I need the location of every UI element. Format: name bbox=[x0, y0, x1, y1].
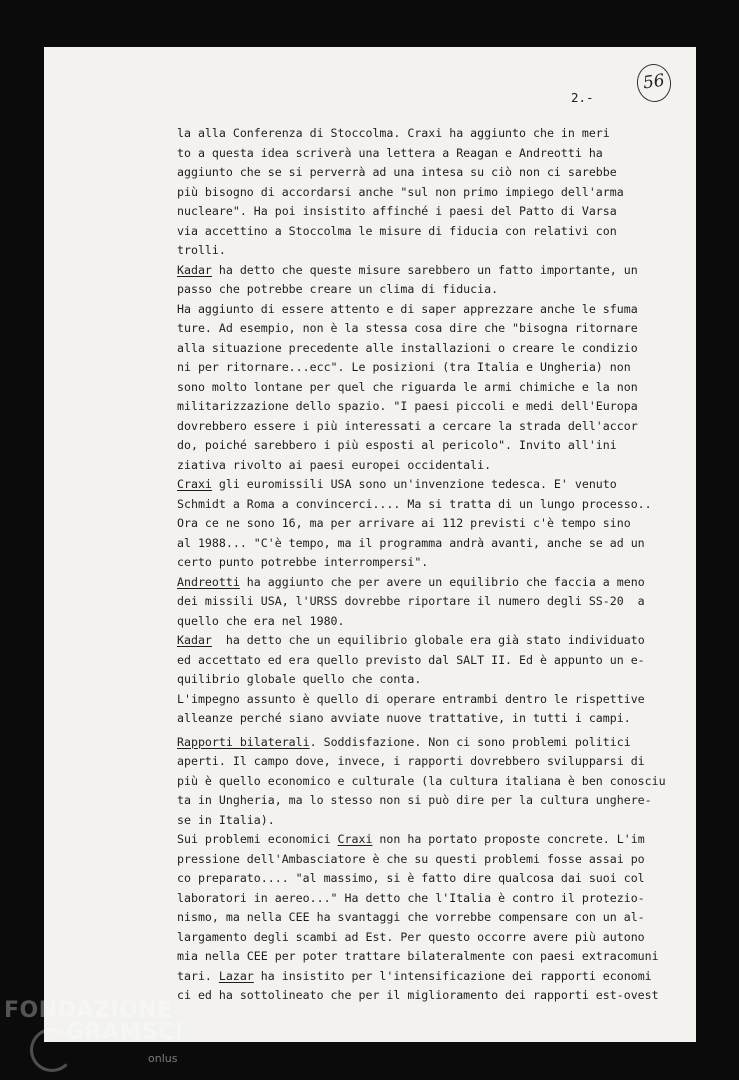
text-line: laboratori in aereo..." Ha detto che l'Italia è contro il protezio- bbox=[177, 890, 645, 905]
text-line: Rapporti bilaterali. Soddisfazione. Non ci sono problemi politici bbox=[177, 734, 631, 749]
text-line: sono molto lontane per quel che riguarda le armi chimiche e la non bbox=[177, 379, 638, 394]
text-line: largamento degli scambi ad Est. Per questo occorre avere più autono bbox=[177, 929, 645, 944]
text-line: la alla Conferenza di Stoccolma. Craxi ha aggiunto che in meri bbox=[177, 126, 610, 140]
text-line: quello che era nel 1980. bbox=[177, 613, 345, 628]
paragraph-problemi-economici bbox=[177, 830, 659, 1006]
text-line: se in Italia). bbox=[177, 812, 275, 827]
page-number: 2.- bbox=[571, 90, 594, 105]
text-line: nismo, ma nella CEE ha svantaggi che vorrebbe compensare con un al- bbox=[177, 910, 645, 924]
text-line: aggiunto che se si perverrà ad una intesa su ciò non ci sarebbe bbox=[177, 165, 617, 179]
text-line: Schmidt a Roma a convincerci.... Ma si tratta di un lungo processo.. bbox=[177, 496, 652, 511]
paragraph-stockholm bbox=[177, 124, 647, 261]
text-line: mia nella CEE per poter trattare bilateralmente con paesi extracomuni bbox=[177, 949, 659, 963]
speaker-name: Kadar bbox=[177, 262, 212, 277]
text-line: passo che potrebbe creare un clima di fiducia. bbox=[177, 282, 499, 296]
paragraph-craxi-euromissili bbox=[177, 475, 652, 573]
text-line: ci ed ha sottolineato che per il miglioramento dei rapporti est-ovest bbox=[177, 988, 659, 1002]
text-line: militarizzazione dello spazio. "I paesi piccoli e medi dell'Europa bbox=[177, 399, 638, 413]
text-line: ta in Ungheria, ma lo stesso non si può dire per la cultura unghere- bbox=[177, 793, 652, 807]
text-line: via accettino a Stoccolma le misure di fiducia con relativi con bbox=[177, 223, 617, 238]
text-line: dei missili USA, l'URSS dovrebbe riportare il numero degli SS-20 a bbox=[177, 594, 645, 608]
text-line: quilibrio globale quello che conta. bbox=[177, 672, 422, 686]
section-heading: Rapporti bilaterali bbox=[177, 734, 310, 749]
text-line: dovrebbero essere i più interessati a cercare la strada dell'accor bbox=[177, 418, 638, 433]
text-line: co preparato.... "al massimo, si è fatto dire qualcosa dai suoi col bbox=[177, 871, 645, 885]
text-line: do, poiché sarebbero i più esposti al pericolo". Invito all'ini bbox=[177, 438, 617, 452]
paragraph-kadar-equilibrio bbox=[177, 631, 647, 729]
text-line: ed accettato ed era quello previsto dal SALT II. Ed è appunto un e- bbox=[177, 652, 645, 667]
text-line: ziativa rivolto ai paesi europei occidentali. bbox=[177, 457, 492, 472]
text-line: L'impegno assunto è quello di operare entrambi dentro le rispettive bbox=[177, 691, 645, 706]
paragraph-andreotti bbox=[177, 573, 647, 632]
text-line: ni per ritornare...ecc". Le posizioni (tra Italia e Ungheria) non bbox=[177, 360, 631, 374]
text-line: to a questa idea scriverà una lettera a Reagan e Andreotti ha bbox=[177, 145, 603, 160]
text-line: nucleare". Ha poi insistito affinché i paesi del Patto di Varsa bbox=[177, 204, 617, 218]
text-line: ture. Ad esempio, non è la stessa cosa dire che "bisogna ritornare bbox=[177, 321, 638, 335]
text-line: Sui problemi economici Craxi non ha portato proposte concrete. L'im bbox=[177, 832, 645, 846]
text-line: alleanze perché siano avviate nuove trattative, in tutti i campi. bbox=[177, 711, 631, 725]
watermark-onlus: onlus bbox=[148, 1052, 178, 1065]
text-line: più è quello economico e culturale (la cultura italiana è ben conosciu bbox=[177, 773, 666, 788]
paragraph-rapporti-bilaterali bbox=[177, 733, 666, 831]
speaker-name: Craxi bbox=[177, 477, 212, 491]
archive-stamp-number: 56 bbox=[635, 62, 674, 104]
watermark-line1: FONDAZIONE bbox=[4, 998, 173, 1023]
document-body bbox=[177, 124, 666, 1006]
speaker-name: Lazar bbox=[218, 968, 254, 983]
text-line: Craxi gli euromissili USA sono un'invenzione tedesca. E' venuto bbox=[177, 477, 617, 491]
text-line: tari. Lazar ha insistito per l'intensificazione dei rapporti economi bbox=[177, 968, 652, 983]
speaker-name: Andreotti bbox=[177, 574, 240, 589]
text-line: alla situazione precedente alle installazioni o creare le condizio bbox=[177, 340, 638, 355]
text-line: al 1988... "C'è tempo, ma il programma andrà avanti, anche se ad un bbox=[177, 535, 645, 550]
speaker-name: Craxi bbox=[337, 832, 373, 846]
paragraph-kadar-fiducia bbox=[177, 261, 647, 476]
text-line: trolli. bbox=[177, 243, 226, 257]
text-line: aperti. Il campo dove, invece, i rapporti dovrebbero svilupparsi di bbox=[177, 754, 645, 768]
text-line: Ha aggiunto di essere attento e di saper apprezzare anche le sfuma bbox=[177, 301, 638, 316]
text-line: Kadar ha detto che un equilibrio globale era già stato individuato bbox=[177, 633, 645, 647]
watermark-line2: GRAMSCI bbox=[66, 1020, 184, 1045]
text-line: Kadar ha detto che queste misure sarebbero un fatto importante, un bbox=[177, 262, 638, 277]
text-line: più bisogno di accordarsi anche "sul non primo impiego dell'arma bbox=[177, 184, 624, 199]
text-line: certo punto potrebbe interrompersi". bbox=[177, 555, 429, 569]
text-line: Ora ce ne sono 16, ma per arrivare ai 112 previsti c'è tempo sino bbox=[177, 516, 631, 530]
text-line: Andreotti ha aggiunto che per avere un equilibrio che faccia a meno bbox=[177, 574, 645, 589]
speaker-name: Kadar bbox=[177, 633, 212, 647]
text-line: pressione dell'Ambasciatore è che su questi problemi fosse assai po bbox=[177, 851, 645, 866]
